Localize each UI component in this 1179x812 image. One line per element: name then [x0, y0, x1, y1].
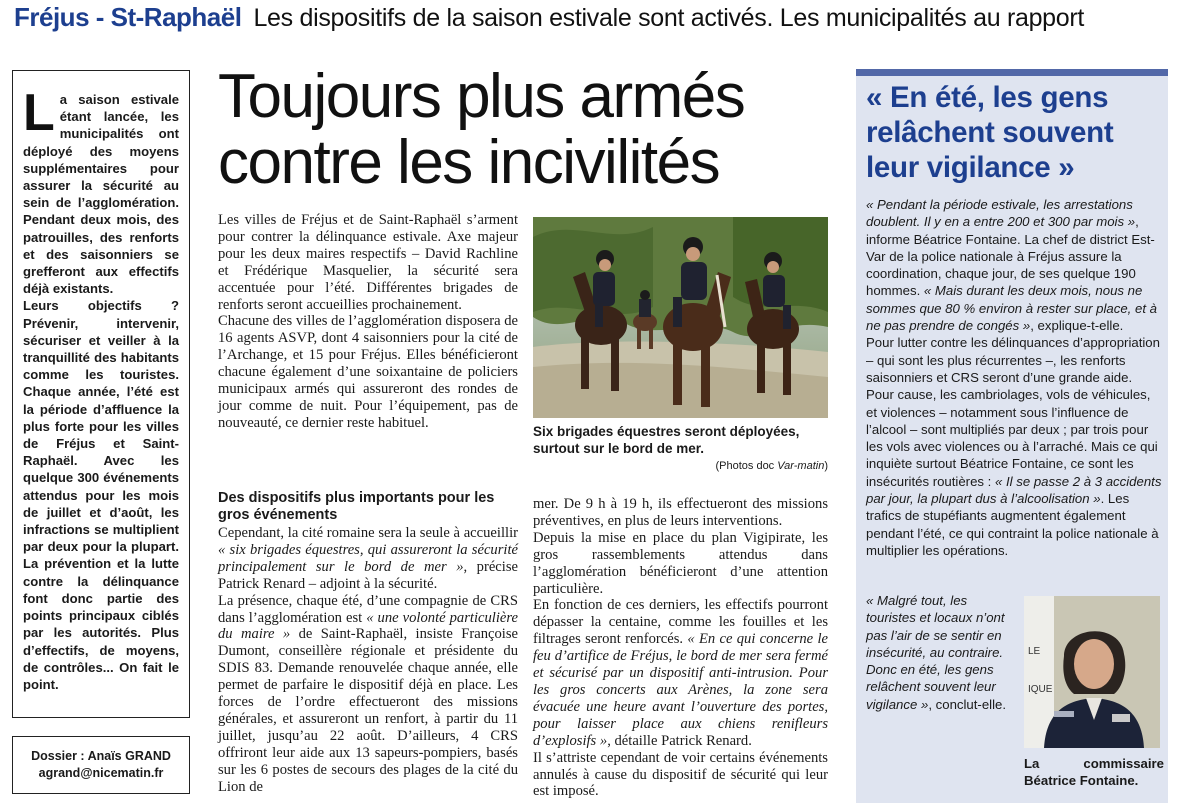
portrait-caption: La commissaire Béatrice Fontaine.	[1024, 756, 1164, 788]
interview-text	[866, 196, 1162, 559]
dossier-box	[12, 736, 190, 794]
interview-paragraph-2: Pour lutter contre les délinquances d’appropriation – qui sont les plus récurrentes –, les renforts saisonniers et CRS seront d’une grande aide. Pour cause, les cambriolages, vols de véhicules, et violences – notamment sous l’influence de l’alcool – sont multipliés par deux ; par trois pour les vols avec violences ou à l’arraché. Mais ce qui inquiète surtout Béatrice Fontaine, ce sont les insécurités routières : « Il se passe 2 à 3 accidents par jour, la plupart dus à l’alcoolisation ». Les trafics de stupéfiants augmentent également pendant l’été, ce qui contraint la police nationale à multiplier les opérations.	[866, 335, 1162, 558]
photo-credit: (Photos doc Var-matin)	[715, 460, 828, 472]
portrait-badge-right: IQUE	[1028, 684, 1053, 695]
portrait-badge-left: LE	[1028, 646, 1041, 657]
intro-paragraph-2: Leurs objectifs ? Prévenir, intervenir, sécuriser et veiller à la tranquillité des habitants comme les touristes. Chaque année, l’été est la période d’affluence la plus forte pour les villes de Fréjus et Saint-Raphaël. Avec les quelque 300 événements attendus pour les mois de juillet et d’août, les infractions se multiplient par deux pour la plupart. La prévention et la lutte contre la délinquance font donc partie des points principaux ciblés par les autorités. Plus d’effectifs, de moyens, de contrôles... On fait le point.	[23, 298, 179, 692]
intro-paragraph-1: La saison estivale étant lancée, les municipalités ont déployé des moyens supplémentaires pour assurer la sécurité au sein de l’agglomération. Pendant deux mois, des patrouilles, des renforts et des saisonniers se grefferont aux effectifs déjà existants.	[23, 84, 179, 297]
portrait-image	[1024, 596, 1160, 748]
section-location: Fréjus - St-Raphaël	[14, 2, 242, 32]
article-subhead: Des dispositifs plus importants pour les gros événements	[218, 490, 495, 523]
interview-text-end	[866, 592, 1012, 713]
drop-cap: L	[23, 84, 55, 142]
title-line-2: contre les incivilités	[218, 128, 720, 197]
article-paragraph-3: Cependant, la cité romaine sera la seule à accueillir « six brigades équestres, qui assureront la sécurité principalement sur le bord de mer », précise Patrick Renard – adjoint à la sécurité.	[218, 525, 518, 592]
title-line-1: Toujours plus armés	[218, 62, 745, 131]
interview-paragraph-3: « Malgré tout, les touristes et locaux n’ont pas l’air de se sentir en insécurité, au contraire. Donc en été, les gens relâchent souvent leur vigilance », conclut-elle.	[866, 593, 1007, 712]
article-paragraph-8: Il s’attriste cependant de voir certains événements annulés à cause du dispositif de sécurité qui leur est imposé.	[533, 749, 828, 800]
intro-box	[12, 70, 190, 718]
article-paragraph-4: La présence, chaque été, d’une compagnie de CRS dans l’agglomération est « une volonté particulière du maire » de Saint-Raphaël, insiste Françoise Dumont, conseillère régionale et présidente du SDIS 83. Demande renouvelée chaque année, elle permet de parfaire le dispositif déjà en place. Les forces de l’ordre effectueront des missions générales, et assureront un renfort, à partir du 11 juillet, jusqu’au 22 août. D’ailleurs, 4 CRS offriront leur aide aux 13 sapeurs-pompiers, basés sur les 6 postes de secours des plages de la cité du Lion de	[218, 592, 518, 795]
article-column-1-lower	[218, 525, 518, 796]
interview-paragraph-1: « Pendant la période estivale, les arrestations doublent. Il y en a entre 200 et 300 par mois », informe Béatrice Fontaine. La chef de district Est-Var de la police nationale à Fréjus assure la coordination, chaque jour, de ses quelque 190 hommes. « Mais durant les deux mois, nous ne sommes que 80 % environ à rester sur place, et à ne pas prendre de congés », explique-t-elle.	[866, 197, 1158, 334]
photo-caption: Six brigades équestres seront déployées, surtout sur le bord de mer.	[533, 424, 800, 456]
page-header	[14, 2, 1169, 40]
article-paragraph-1: Les villes de Fréjus et de Saint-Raphaël s’arment pour contrer la délinquance estivale. Axe majeur pour les deux maires respectifs – David Rachline et Frédérique Masquelier, la sécurité sera accentuée pour l’été. Différentes brigades de renforts seront accueillies prochainement.	[218, 212, 518, 313]
article-column-2	[533, 496, 828, 800]
article-paragraph-7: En fonction de ces derniers, les effectifs pourront dépasser la centaine, comme les fouilles et les filtrages seront renforcés. « En ce qui concerne le feu d’artifice de Fréjus, le bord de mer sera fermé et sécurisé par un dispositif anti-intrusion. Pour les gros concerts aux Arènes, la zone sera évacuée une heure avant l’ouverture des portes, pour laisser place aux chiens renifleurs d’explosifs », détaille Patrick Renard.	[533, 597, 828, 749]
equestrian-photo	[533, 217, 828, 418]
interview-title: « En été, les gens relâchent souvent leur vigilance »	[866, 81, 1114, 184]
article-paragraph-6: Depuis la mise en place du plan Vigipirate, les gros rassemblements attendus dans l’agglomération bénéficieront d’une attention particulière.	[533, 529, 828, 597]
article-column-1	[218, 212, 518, 432]
article-title	[218, 64, 838, 196]
equestrian-photo-image	[533, 217, 828, 418]
dossier-author: Dossier : Anaïs GRAND	[31, 749, 171, 763]
article-paragraph-2: Chacune des villes de l’agglomération disposera de 16 agents ASVP, dont 4 saisonniers pour la cité de l’Archange, et 15 pour Fréjus. Elles bénéficieront chacune également d’une soixantaine de policiers municipaux armés qui assureront des rondes de jour comme de nuit. Pour l’équipement, pas de nouveauté, ce dernier reste habituel.	[218, 313, 518, 431]
portrait-photo	[1024, 596, 1160, 748]
dossier-email[interactable]: agrand@nicematin.fr	[38, 766, 164, 780]
section-tagline: Les dispositifs de la saison estivale sont activés. Les municipalités au rapport	[253, 4, 1085, 32]
article-paragraph-5: mer. De 9 h à 19 h, ils effectueront des missions préventives, en plus de leurs interventions.	[533, 496, 828, 529]
